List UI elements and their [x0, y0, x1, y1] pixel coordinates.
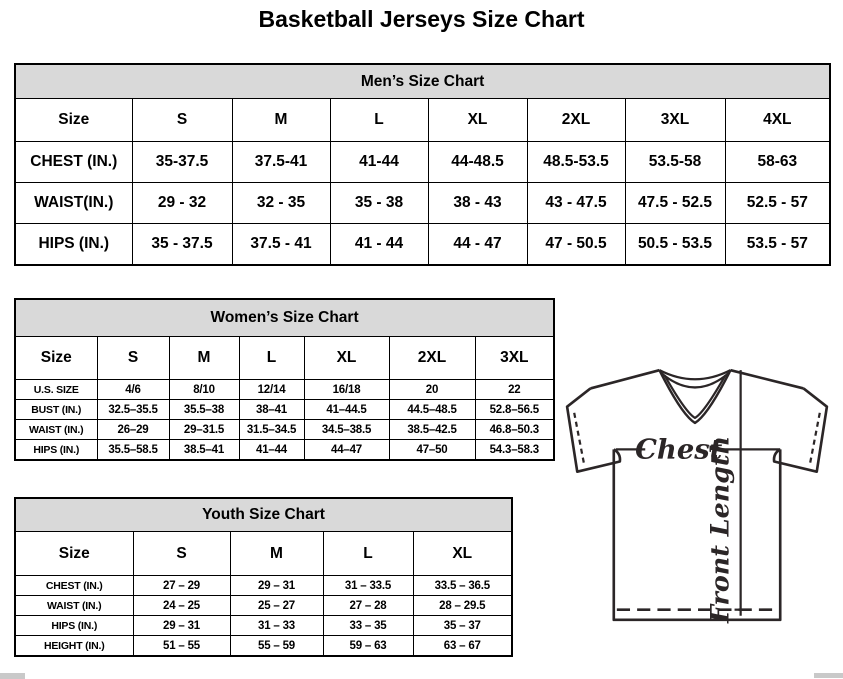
row-label: HIPS (IN.)	[15, 224, 132, 266]
col-header: L	[330, 99, 428, 142]
cell: 20	[389, 380, 475, 400]
cell: 38–41	[239, 400, 304, 420]
col-header: Size	[15, 532, 133, 576]
cell: 47.5 - 52.5	[625, 183, 725, 224]
mens-table-title: Men’s Size Chart	[15, 64, 830, 99]
jersey-body-outline	[614, 449, 780, 619]
row-label: U.S. SIZE	[15, 380, 97, 400]
col-header: L	[323, 532, 413, 576]
jersey-measurement-diagram	[560, 364, 834, 626]
row-label: BUST (IN.)	[15, 400, 97, 420]
cell: 12/14	[239, 380, 304, 400]
col-header: 2XL	[527, 99, 625, 142]
cell: 54.3–58.3	[475, 440, 554, 461]
cell: 29–31.5	[169, 420, 239, 440]
col-header: XL	[304, 337, 389, 380]
cell: 43 - 47.5	[527, 183, 625, 224]
cell: 29 – 31	[230, 576, 323, 596]
row-label: WAIST(IN.)	[15, 183, 132, 224]
mens-chest-row	[15, 142, 830, 183]
cell: 38 - 43	[428, 183, 527, 224]
cell: 37.5 - 41	[232, 224, 330, 266]
cell: 29 - 32	[132, 183, 232, 224]
womens-size-table	[14, 298, 555, 461]
col-header: M	[230, 532, 323, 576]
cell: 53.5 - 57	[725, 224, 830, 266]
col-header: M	[169, 337, 239, 380]
youth-chest-row	[15, 576, 512, 596]
cell: 29 – 31	[133, 616, 230, 636]
cell: 27 – 29	[133, 576, 230, 596]
cell: 53.5-58	[625, 142, 725, 183]
mens-table-title-row	[15, 64, 830, 99]
cell: 35 - 38	[330, 183, 428, 224]
cell: 46.8–50.3	[475, 420, 554, 440]
cell: 44–47	[304, 440, 389, 461]
cell: 32.5–35.5	[97, 400, 169, 420]
youth-header-row	[15, 532, 512, 576]
cell: 47 - 50.5	[527, 224, 625, 266]
cell: 41 - 44	[330, 224, 428, 266]
mens-header-row	[15, 99, 830, 142]
cell: 47–50	[389, 440, 475, 461]
cell: 52.8–56.5	[475, 400, 554, 420]
cell: 38.5–42.5	[389, 420, 475, 440]
cell: 16/18	[304, 380, 389, 400]
womens-waist-row	[15, 420, 554, 440]
youth-size-table	[14, 497, 513, 657]
mens-waist-row	[15, 183, 830, 224]
cell: 35.5–58.5	[97, 440, 169, 461]
cell: 24 – 25	[133, 596, 230, 616]
cell: 52.5 - 57	[725, 183, 830, 224]
cell: 59 – 63	[323, 636, 413, 657]
row-label: WAIST (IN.)	[15, 596, 133, 616]
youth-table-title: Youth Size Chart	[15, 498, 512, 532]
cell: 35 – 37	[413, 616, 512, 636]
row-label: HEIGHT (IN.)	[15, 636, 133, 657]
cell: 8/10	[169, 380, 239, 400]
jersey-collar-back-arc	[659, 370, 730, 379]
cell: 37.5-41	[232, 142, 330, 183]
jersey-left-sleeve	[567, 388, 620, 471]
col-header: S	[133, 532, 230, 576]
col-header: XL	[428, 99, 527, 142]
cell: 50.5 - 53.5	[625, 224, 725, 266]
mens-size-table	[14, 63, 831, 266]
cell: 51 – 55	[133, 636, 230, 657]
col-header: S	[132, 99, 232, 142]
chest-label: Chest	[635, 433, 723, 466]
row-label: HIPS (IN.)	[15, 440, 97, 461]
womens-hips-row	[15, 440, 554, 461]
cell: 27 – 28	[323, 596, 413, 616]
cell: 41-44	[330, 142, 428, 183]
front-length-label: Front Length	[704, 435, 735, 624]
cell: 44 - 47	[428, 224, 527, 266]
jersey-left-shoulder	[590, 370, 659, 388]
row-label: WAIST (IN.)	[15, 420, 97, 440]
cell: 44.5–48.5	[389, 400, 475, 420]
womens-table-title-row	[15, 299, 554, 337]
cell: 35 - 37.5	[132, 224, 232, 266]
youth-table-title-row	[15, 498, 512, 532]
cell: 44-48.5	[428, 142, 527, 183]
cell: 41–44	[239, 440, 304, 461]
col-header: Size	[15, 337, 97, 380]
cell: 28 – 29.5	[413, 596, 512, 616]
womens-ussize-row	[15, 380, 554, 400]
cell: 33.5 – 36.5	[413, 576, 512, 596]
col-header: 3XL	[475, 337, 554, 380]
jersey-right-sleeve	[774, 388, 827, 471]
scrollbar-fragment-left[interactable]	[0, 673, 25, 679]
cell: 48.5-53.5	[527, 142, 625, 183]
cell: 58-63	[725, 142, 830, 183]
cell: 38.5–41	[169, 440, 239, 461]
col-header: 3XL	[625, 99, 725, 142]
youth-hips-row	[15, 616, 512, 636]
scrollbar-fragment-right[interactable]	[814, 673, 843, 678]
cell: 31 – 33.5	[323, 576, 413, 596]
col-header: L	[239, 337, 304, 380]
cell: 63 – 67	[413, 636, 512, 657]
row-label: CHEST (IN.)	[15, 142, 132, 183]
cell: 25 – 27	[230, 596, 323, 616]
cell: 34.5–38.5	[304, 420, 389, 440]
cell: 26–29	[97, 420, 169, 440]
youth-height-row	[15, 636, 512, 657]
col-header: 2XL	[389, 337, 475, 380]
cell: 22	[475, 380, 554, 400]
col-header: XL	[413, 532, 512, 576]
row-label: CHEST (IN.)	[15, 576, 133, 596]
col-header: M	[232, 99, 330, 142]
row-label: HIPS (IN.)	[15, 616, 133, 636]
mens-hips-row	[15, 224, 830, 266]
cell: 35.5–38	[169, 400, 239, 420]
col-header: S	[97, 337, 169, 380]
cell: 35-37.5	[132, 142, 232, 183]
cell: 31 – 33	[230, 616, 323, 636]
cell: 31.5–34.5	[239, 420, 304, 440]
cell: 33 – 35	[323, 616, 413, 636]
cell: 4/6	[97, 380, 169, 400]
cell: 55 – 59	[230, 636, 323, 657]
womens-bust-row	[15, 400, 554, 420]
cell: 41–44.5	[304, 400, 389, 420]
womens-table-title: Women’s Size Chart	[15, 299, 554, 337]
youth-waist-row	[15, 596, 512, 616]
cell: 32 - 35	[232, 183, 330, 224]
womens-header-row	[15, 337, 554, 380]
col-header: Size	[15, 99, 132, 142]
col-header: 4XL	[725, 99, 830, 142]
page-title: Basketball Jerseys Size Chart	[258, 6, 585, 32]
jersey-collar-v-outer	[659, 370, 730, 423]
